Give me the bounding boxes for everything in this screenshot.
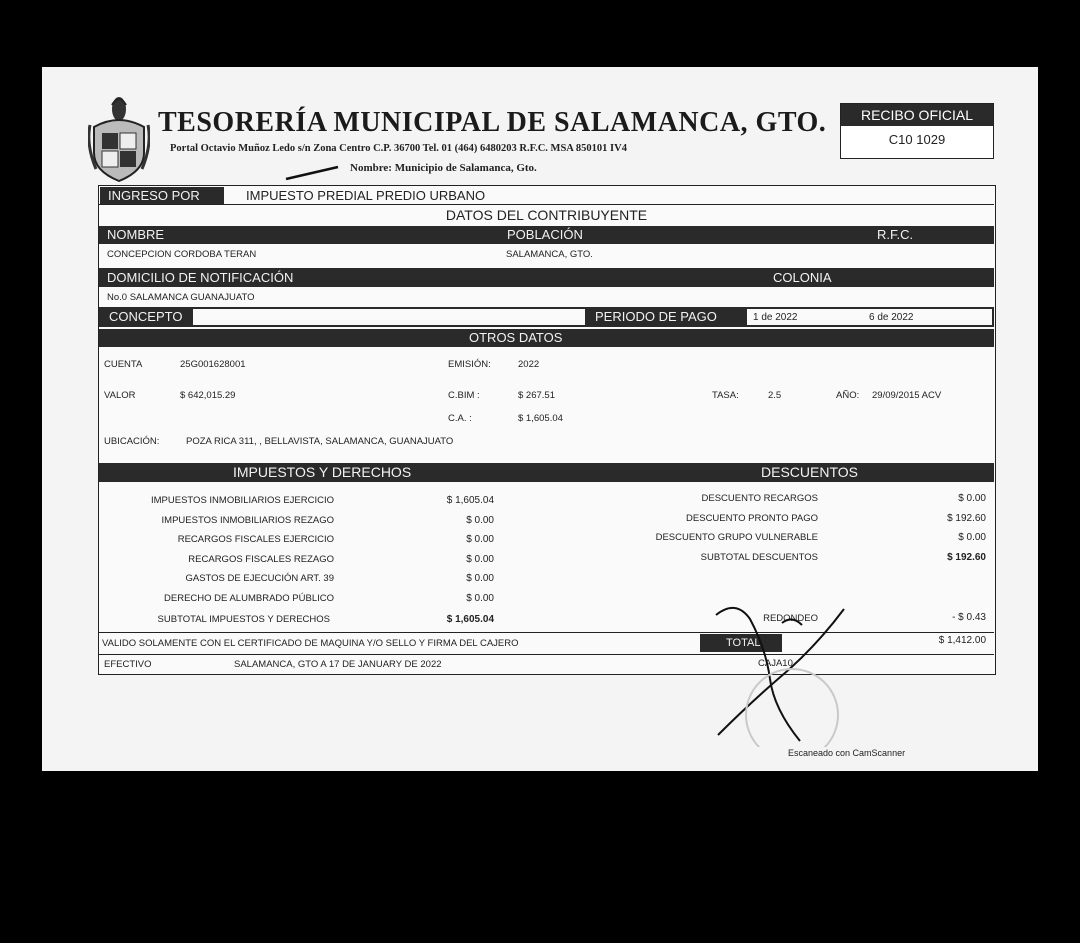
periodo-label: PERIODO DE PAGO <box>595 309 717 324</box>
ingreso-value: IMPUESTO PREDIAL PREDIO URBANO <box>246 188 486 203</box>
impuesto-item-amount: $ 1,605.04 <box>446 495 494 506</box>
signature-mark-icon <box>682 597 882 747</box>
impuesto-item-label: RECARGOS FISCALES EJERCICIO <box>177 534 334 545</box>
impuesto-item-amount: $ 0.00 <box>466 573 494 584</box>
impuestos-title: IMPUESTOS Y DERECHOS <box>233 464 412 480</box>
cbim-value: $ 267.51 <box>518 390 555 401</box>
caja-label: CAJA10 <box>758 658 793 669</box>
emision-value: 2022 <box>518 359 540 370</box>
emision-label: EMISIÓN: <box>448 359 491 370</box>
cuenta-value: 25G001628001 <box>180 359 246 370</box>
impuesto-item-amount: $ 0.00 <box>466 593 494 604</box>
domicilio-label: DOMICILIO DE NOTIFICACIÓN <box>107 270 294 285</box>
concepto-bar <box>99 307 994 327</box>
descuento-item-amount: $ 0.00 <box>958 532 986 543</box>
otros-datos-bar <box>99 329 994 347</box>
impuesto-item-amount: $ 0.00 <box>466 515 494 526</box>
cuenta-label: CUENTA <box>104 359 143 370</box>
receipt-box <box>840 103 994 159</box>
page-title: TESORERÍA MUNICIPAL DE SALAMANCA, GTO. <box>158 107 827 138</box>
impuesto-item-label: RECARGOS FISCALES REZAGO <box>188 554 334 565</box>
tasa-value: 2.5 <box>768 390 782 401</box>
coat-of-arms-icon <box>88 87 150 182</box>
descuentos-subtotal-label: SUBTOTAL DESCUENTOS <box>700 552 818 563</box>
periodo-hasta: 6 de 2022 <box>869 312 914 323</box>
otros-datos-title: OTROS DATOS <box>469 330 563 345</box>
impuesto-item-amount: $ 0.00 <box>466 534 494 545</box>
domicilio-value: No.0 SALAMANCA GUANAJUATO <box>107 292 255 303</box>
receipt-label: RECIBO OFICIAL <box>841 104 993 126</box>
scanner-note: Escaneado con CamScanner <box>788 748 906 758</box>
cbim-label: C.BIM : <box>448 390 480 401</box>
payment-method: EFECTIVO <box>104 659 152 670</box>
receipt-paper <box>42 67 1038 771</box>
impuesto-item-amount: $ 0.00 <box>466 554 494 565</box>
nombre-label: NOMBRE <box>107 227 165 242</box>
descuentos-subtotal-amount: $ 192.60 <box>947 552 986 563</box>
pen-mark-icon <box>282 163 342 183</box>
redondeo-amount: - $ 0.43 <box>952 612 986 623</box>
descuento-item-amount: $ 192.60 <box>947 513 986 524</box>
concepto-field <box>193 309 585 325</box>
descuento-item-amount: $ 0.00 <box>958 493 986 504</box>
place-date: SALAMANCA, GTO A 17 DE JANUARY DE 2022 <box>234 659 442 670</box>
tasa-label: TASA: <box>712 390 739 401</box>
concepto-label: CONCEPTO <box>109 309 183 324</box>
impuesto-item-label: GASTOS DE EJECUCIÓN ART. 39 <box>185 573 334 584</box>
impuestos-subtotal-label: SUBTOTAL IMPUESTOS Y DERECHOS <box>157 614 330 625</box>
impuestos-descuentos-bar <box>99 463 994 482</box>
ca-label: C.A. : <box>448 413 472 424</box>
validity-note: VALIDO SOLAMENTE CON EL CERTIFICADO DE MAQUINA Y/O SELLO Y FIRMA DEL CAJERO <box>102 638 519 649</box>
colonia-label: COLONIA <box>773 270 832 285</box>
nombre-value: CONCEPCION CORDOBA TERAN <box>107 249 257 260</box>
poblacion-label: POBLACIÓN <box>507 227 583 242</box>
ingreso-label: INGRESO POR <box>100 187 224 204</box>
ca-value: $ 1,605.04 <box>518 413 563 424</box>
valor-value: $ 642,015.29 <box>180 390 236 401</box>
anio-value: 29/09/2015 ACV <box>872 390 942 401</box>
office-address: Portal Octavio Muñoz Ledo s/n Zona Centro C.P. 36700 Tel. 01 (464) 6480203 R.F.C. MSA 850101 IV4 <box>170 143 627 154</box>
total-amount: $ 1,412.00 <box>938 635 986 646</box>
descuento-item-label: DESCUENTO PRONTO PAGO <box>686 513 818 524</box>
receipt-number: C10 1029 <box>888 132 946 147</box>
contribuyente-header-bar <box>99 226 994 244</box>
poblacion-value: SALAMANCA, GTO. <box>506 249 593 260</box>
ubicacion-label: UBICACIÓN: <box>104 436 160 447</box>
impuesto-item-label: DERECHO DE ALUMBRADO PÚBLICO <box>164 593 334 604</box>
valor-label: VALOR <box>104 390 136 401</box>
section-contribuyente-title: DATOS DEL CONTRIBUYENTE <box>445 207 648 223</box>
descuentos-title: DESCUENTOS <box>761 464 858 480</box>
anio-label: AÑO: <box>836 390 860 401</box>
rfc-label: R.F.C. <box>877 227 914 242</box>
descuento-item-label: DESCUENTO GRUPO VULNERABLE <box>655 532 818 543</box>
total-label: TOTAL <box>700 634 782 652</box>
impuesto-item-label: IMPUESTOS INMOBILIARIOS EJERCICIO <box>151 495 334 506</box>
ubicacion-value: POZA RICA 311, , BELLAVISTA, SALAMANCA, GUANAJUATO <box>186 436 454 447</box>
impuestos-subtotal-amount: $ 1,605.04 <box>446 614 494 625</box>
issuer-name: Nombre: Municipio de Salamanca, Gto. <box>350 162 537 174</box>
descuento-item-label: DESCUENTO RECARGOS <box>701 493 818 504</box>
redondeo-label: REDONDEO <box>763 613 818 624</box>
impuesto-item-label: IMPUESTOS INMOBILIARIOS REZAGO <box>161 515 334 526</box>
periodo-desde: 1 de 2022 <box>753 312 798 323</box>
domicilio-header-bar <box>99 268 994 287</box>
